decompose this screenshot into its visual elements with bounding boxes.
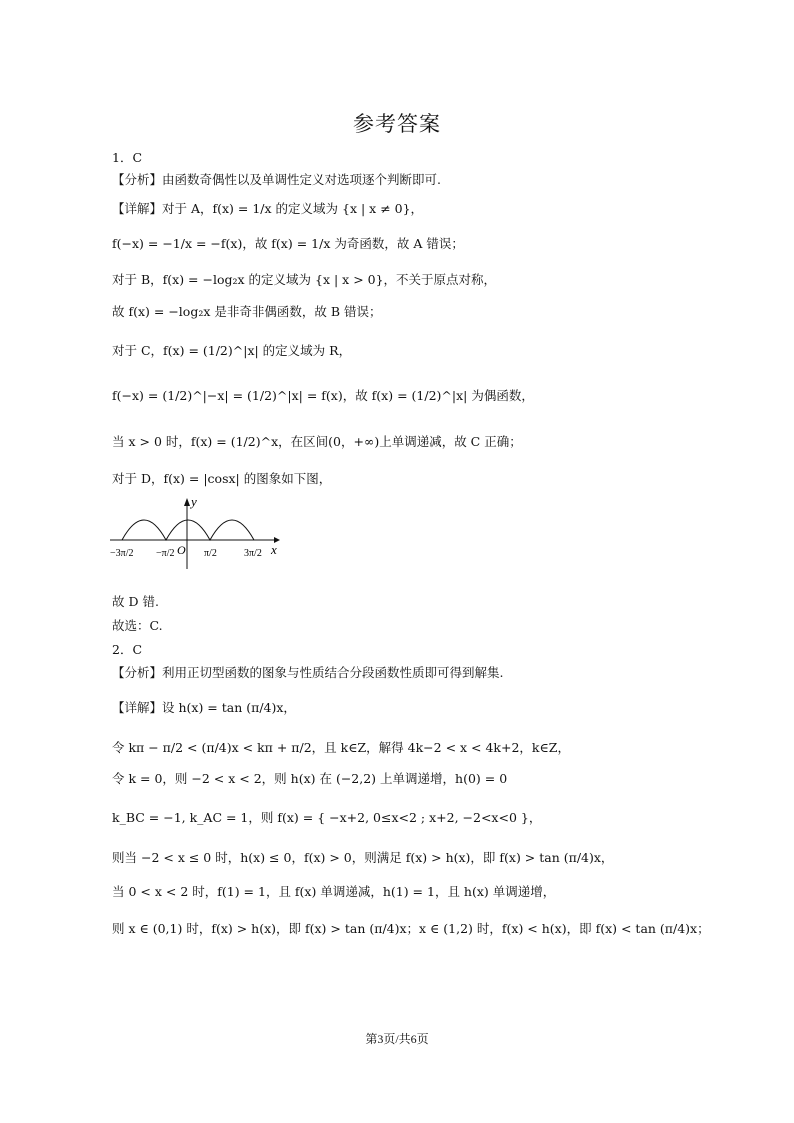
origin-label: O: [177, 543, 186, 557]
question-number: 1．C: [112, 150, 143, 165]
detail-line: 则 x ∈ (0,1) 时，f(x) > h(x)，即 f(x) > tan (π/4)x；x ∈ (1,2) 时，f(x) < h(x)，即 f(x) < tan (π/4)x；: [112, 921, 710, 936]
abs-cos-graph: [108, 494, 288, 574]
conclusion-line: 故选：C.: [112, 618, 163, 633]
detail-line: 故 f(x) = −log₂x 是非奇非偶函数，故 B 错误；: [112, 304, 382, 319]
tick-label: −3π/2: [110, 548, 134, 559]
detail-line: 当 x > 0 时，f(x) = (1/2)^x，在区间(0，+∞)上单调递减，故 C 正确；: [112, 434, 522, 449]
x-axis-label: x: [271, 542, 277, 557]
question-number: 2．C: [112, 642, 143, 657]
detail-line: 对于 C，f(x) = (1/2)^|x| 的定义域为 R，: [112, 343, 352, 358]
detail-line: 对于 B，f(x) = −log₂x 的定义域为 {x | x > 0}，不关于原点对称，: [112, 272, 497, 287]
detail-line: 对于 D，f(x) = |cosx| 的图象如下图，: [112, 471, 332, 486]
detail-line: 【详解】对于 A，f(x) = 1/x 的定义域为 {x | x ≠ 0}，: [112, 201, 424, 216]
detail-line: 【详解】设 h(x) = tan (π/4)x，: [112, 700, 296, 715]
detail-line: 令 kπ − π/2 < (π/4)x < kπ + π/2，且 k∈Z，解得 4k−2 < x < 4k+2，k∈Z，: [112, 740, 570, 755]
curve: [122, 520, 254, 540]
y-axis-label: y: [191, 494, 197, 509]
analysis-line: 【分析】由函数奇偶性以及单调性定义对选项逐个判断即可.: [112, 172, 441, 187]
detail-line: 当 0 < x < 2 时，f(1) = 1，且 f(x) 单调递减，h(1) = 1，且 h(x) 单调递增，: [112, 884, 556, 899]
detail-line: 故 D 错.: [112, 594, 159, 609]
page-title: 参考答案: [353, 112, 441, 136]
analysis-line: 【分析】利用正切型函数的图象与性质结合分段函数性质即可得到解集.: [112, 665, 504, 680]
detail-line: k_BC = −1, k_AC = 1，则 f(x) = { −x+2, 0≤x<2 ; x+2, −2<x<0 }，: [112, 810, 542, 825]
detail-line: f(−x) = −1/x = −f(x)，故 f(x) = 1/x 为奇函数，故 A 错误；: [112, 236, 464, 251]
tick-label: −π/2: [156, 548, 175, 559]
detail-line: 则当 −2 < x ≤ 0 时，h(x) ≤ 0，f(x) > 0，则满足 f(x) > h(x)，即 f(x) > tan (π/4)x，: [112, 850, 614, 865]
tick-label: 3π/2: [244, 548, 262, 559]
detail-line: f(−x) = (1/2)^|−x| = (1/2)^|x| = f(x)，故 f(x) = (1/2)^|x| 为偶函数，: [112, 388, 534, 403]
y-axis-arrow-icon: [184, 498, 190, 506]
page-footer: 第3页/共6页: [365, 1032, 429, 1046]
tick-label: π/2: [204, 548, 217, 559]
detail-line: 令 k = 0，则 −2 < x < 2，则 h(x) 在 (−2,2) 上单调递增，h(0) = 0: [112, 771, 508, 786]
